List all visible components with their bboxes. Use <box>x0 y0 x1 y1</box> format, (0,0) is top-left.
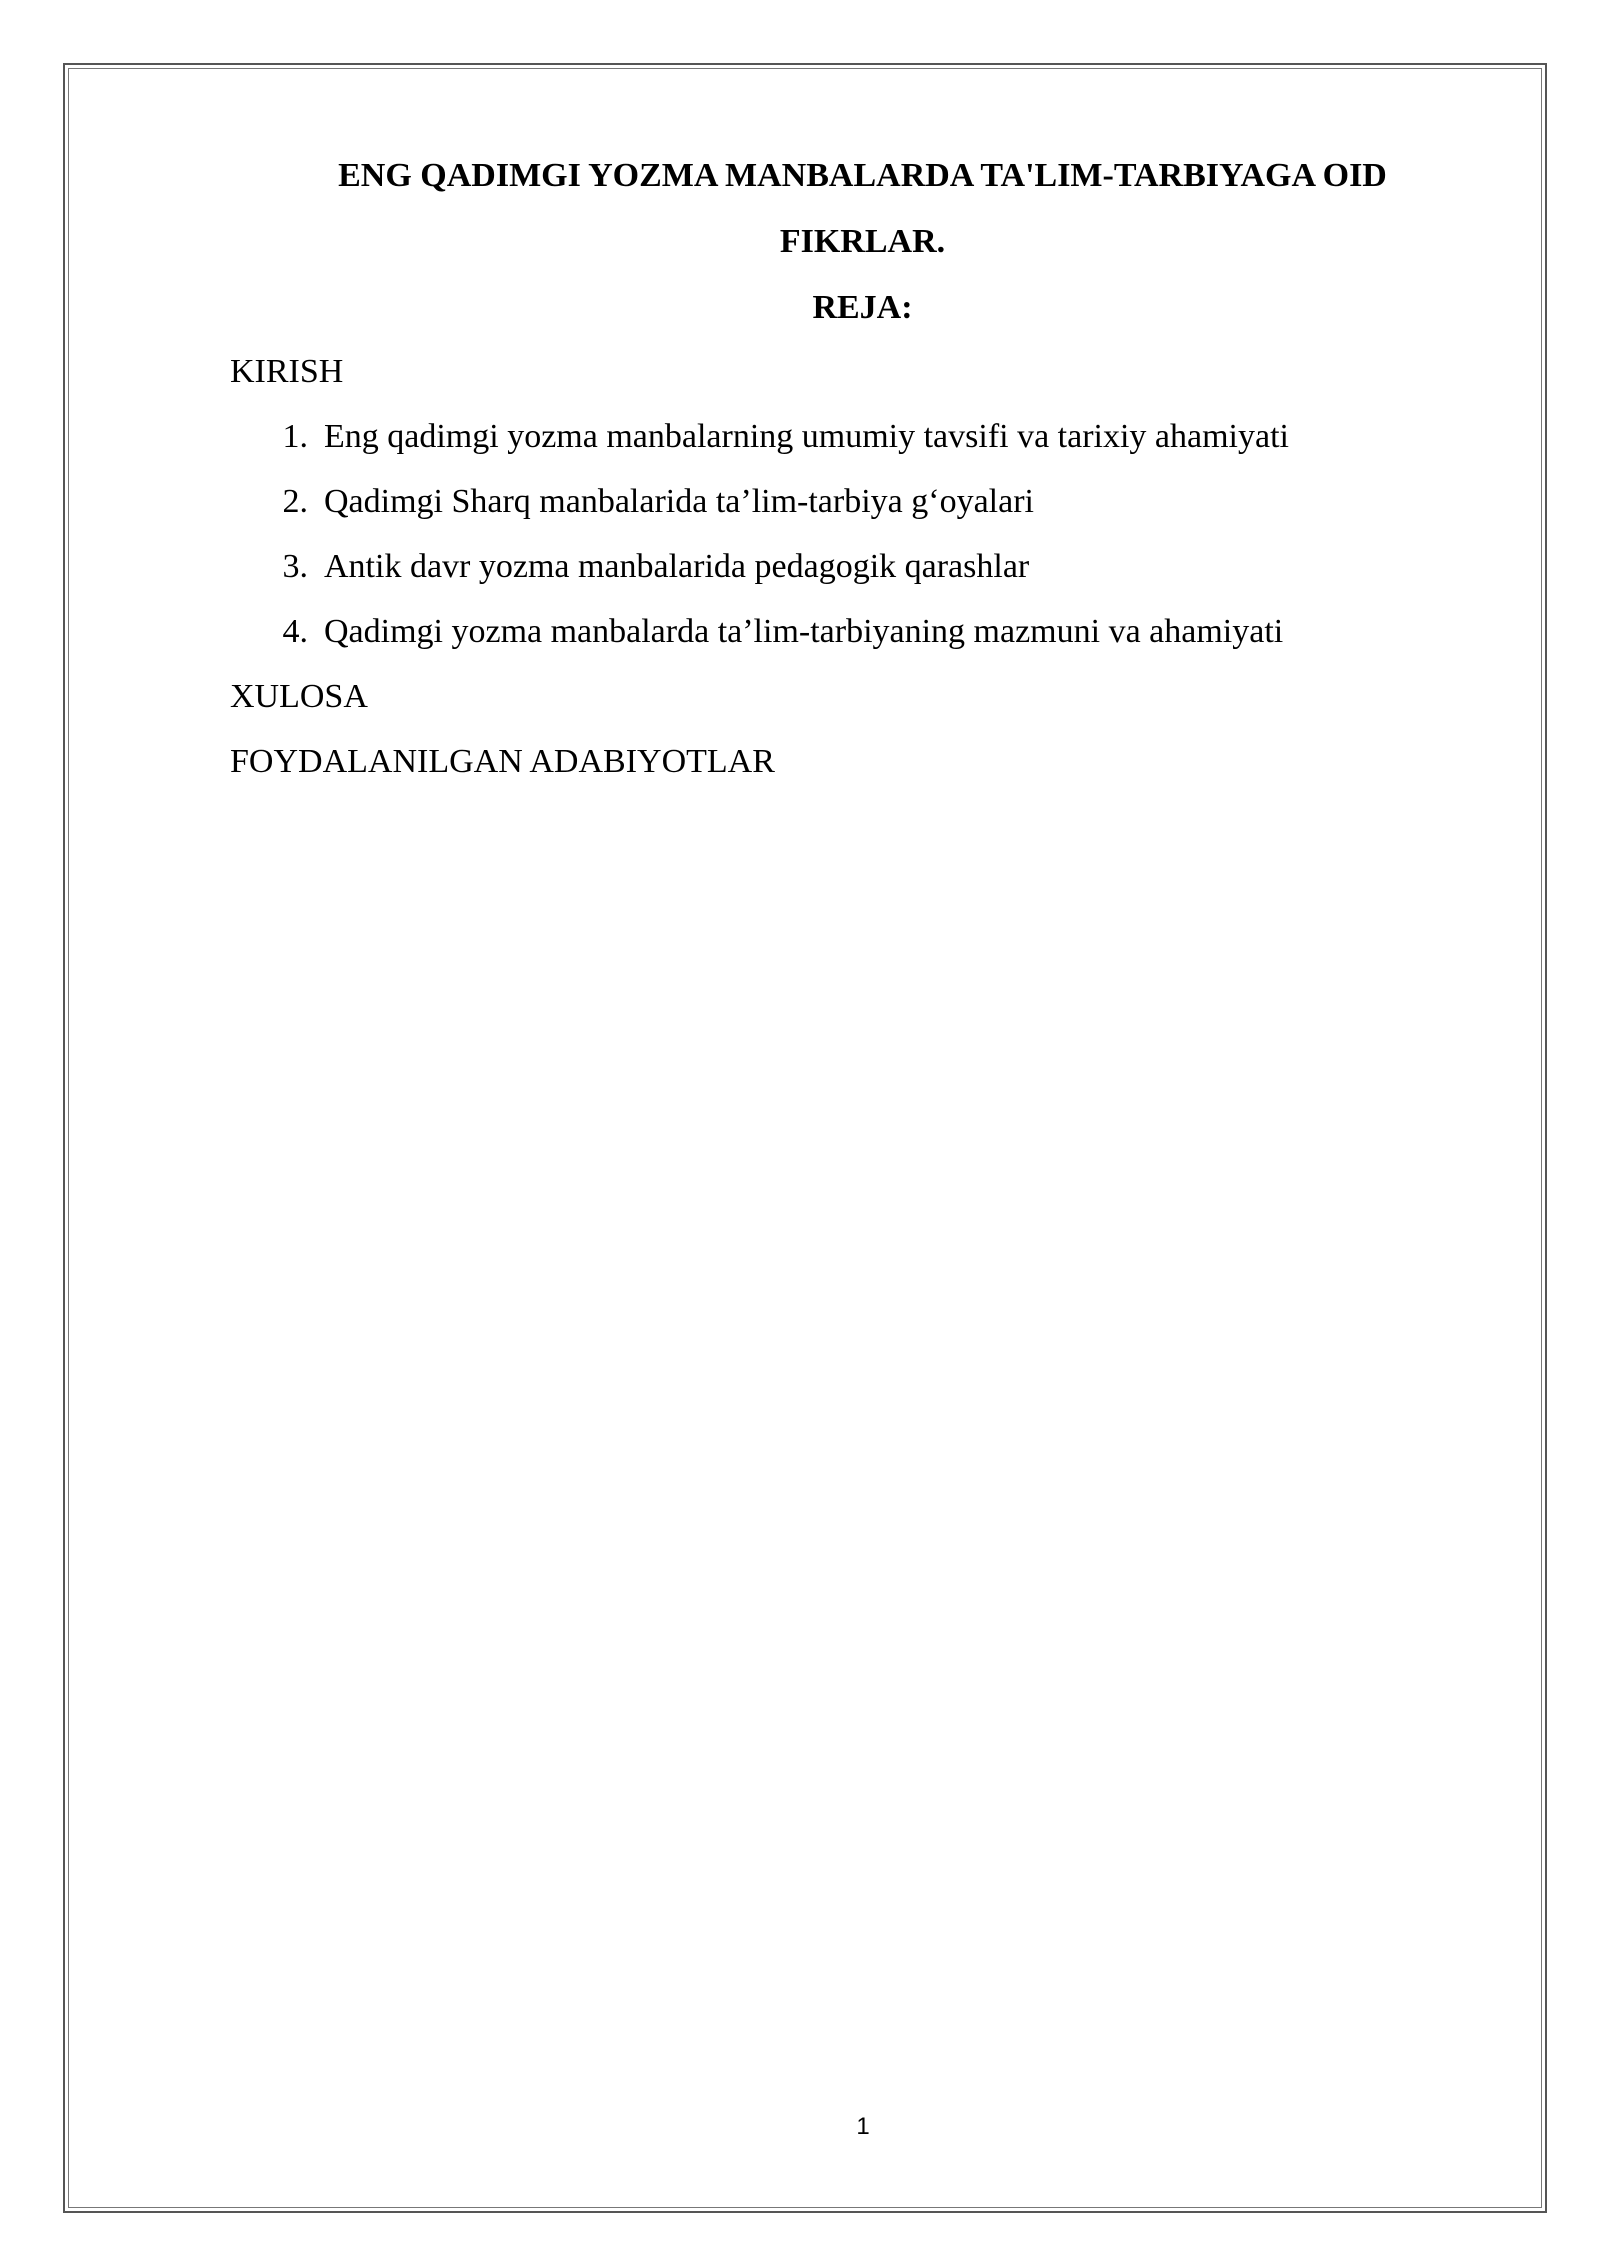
page-number: 1 <box>856 2113 870 2140</box>
plan-list-item <box>230 417 1289 457</box>
list-item-text: Eng qadimgi yozma manbalarning umumiy tavsifi va tarixiy ahamiyati <box>324 418 1289 455</box>
plan-list-item <box>230 482 1034 522</box>
list-item-text: Qadimgi yozma manbalarda ta’lim-tarbiyaning mazmuni va ahamiyati <box>324 613 1284 650</box>
references-heading: FOYDALANILGAN ADABIYOTLAR <box>230 743 775 780</box>
list-item-text: Qadimgi Sharq manbalarida ta’lim-tarbiya g‘oyalari <box>324 483 1034 520</box>
document-title-line-2: FIKRLAR. <box>779 223 946 260</box>
plan-list-item <box>230 547 1029 587</box>
document-title-line-1: ENG QADIMGI YOZMA MANBALARDA TA'LIM-TARBIYAGA OID <box>338 157 1387 194</box>
list-item-number: 2. <box>282 483 308 520</box>
intro-heading: KIRISH <box>230 353 344 390</box>
list-item-text: Antik davr yozma manbalarida pedagogik qarashlar <box>324 548 1030 585</box>
conclusion-heading: XULOSA <box>230 678 368 715</box>
list-item-number: 1. <box>282 418 308 455</box>
list-item-number: 4. <box>282 613 308 650</box>
plan-list-item <box>230 612 1283 652</box>
list-item-number: 3. <box>282 548 308 585</box>
plan-heading: REJA: <box>812 289 913 326</box>
